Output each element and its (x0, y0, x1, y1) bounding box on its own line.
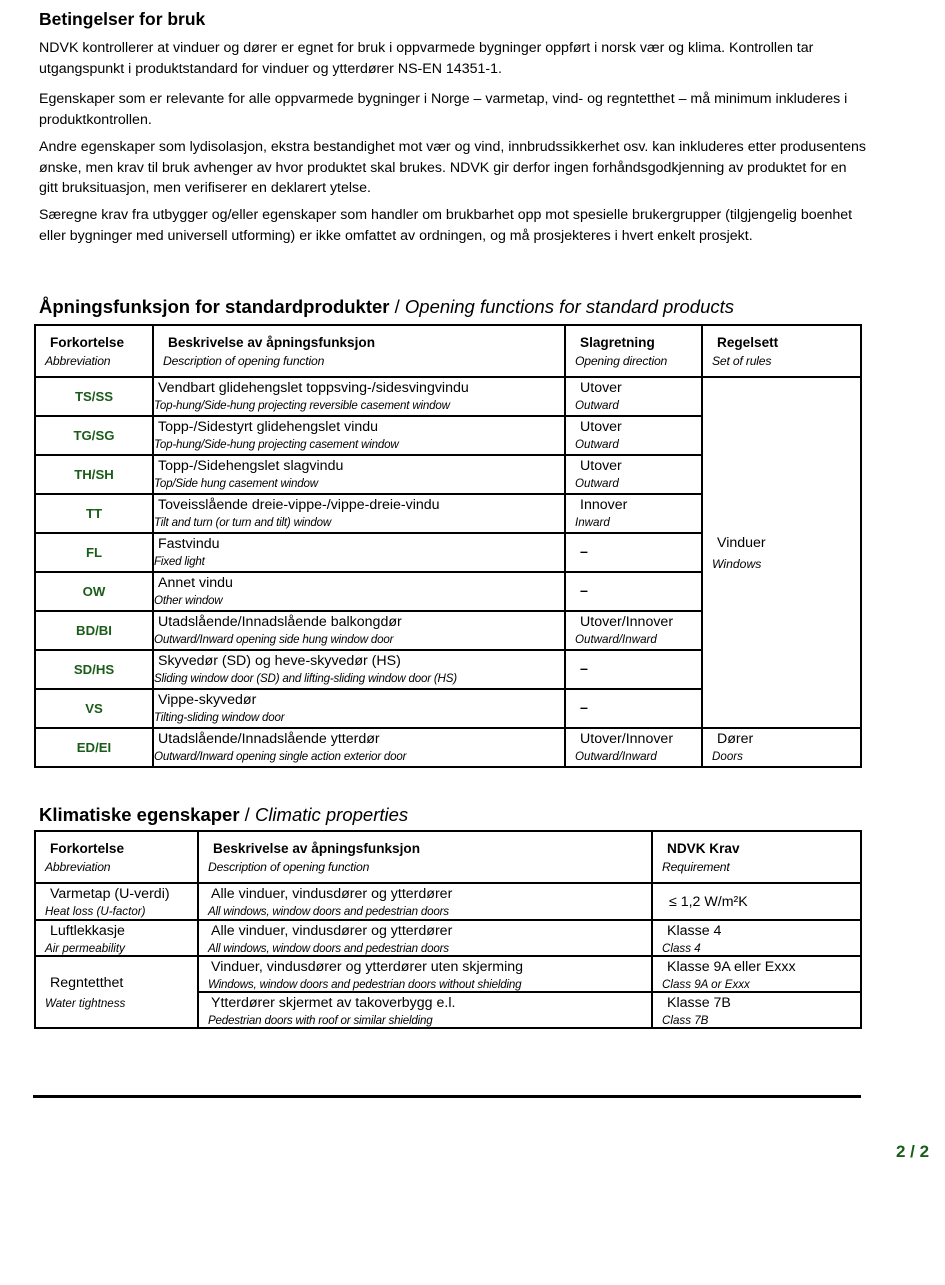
footer-divider (33, 1095, 861, 1098)
opening-functions-table (34, 324, 862, 768)
page-number: 2 / 2 (896, 1142, 930, 1161)
conditions-paragraph-2: Egenskaper som er relevante for alle oppvarmede bygninger i Norge – varmetap, vind- og regntetthet – må minimum inkluderes i produktkontrollen. (39, 91, 848, 128)
direction-cell: – (565, 572, 702, 611)
opening-functions-heading (39, 296, 734, 318)
direction-cell: – (565, 533, 702, 572)
direction-cell: Innover Inward (565, 494, 702, 533)
table-row (35, 377, 861, 416)
climatic-title-no: Klimatiske egenskaper (39, 804, 240, 825)
direction-cell: Utover/Innover Outward/Inward (565, 728, 702, 767)
abbreviation-cell: TG/SG (35, 416, 153, 455)
direction-cell: Utover Outward (565, 377, 702, 416)
requirement-cell: Klasse 7B Class 7B (652, 992, 861, 1028)
climatic-title-separator: / (239, 804, 255, 825)
abbreviation-cell: OW (35, 572, 153, 611)
description-cell: Vinduer, vindusdører og ytterdører uten skjerming Windows, window doors and pedestrian doors without shielding (198, 956, 652, 992)
description-cell: Alle vinduer, vindusdører og ytterdører All windows, window doors and pedestrian doors (198, 920, 652, 956)
conditions-paragraph-3: Andre egenskaper som lydisolasjon, ekstra bestandighet mot vær og vind, innbrudssikkerhet osv. kan inkluderes etter produsentens ønske, men krav til bruk avhenger av hvor produktet skal brukes. NDVK gir derfor ingen forhåndsgodkjenning av produktet for en gitt bruksituasjon, men verifiserer en deklarert ytelse. (39, 139, 867, 196)
opening-title-en: Opening functions for standard products (404, 296, 734, 317)
abbreviation-cell: TH/SH (35, 455, 153, 494)
rules-windows-cell: Vinduer Windows (702, 377, 861, 728)
climatic-properties-heading (39, 804, 408, 826)
direction-cell: – (565, 650, 702, 689)
conditions-paragraph-1: NDVK kontrollerer at vinduer og dører er egnet for bruk i oppvarmede bygninger oppført i norsk vær og klima. Kontrollen tar utgangspunkt i produktstandard for vinduer og ytterdører NS-EN 14351-1. (39, 40, 814, 77)
header-abbreviation: Forkortelse Abbreviation (35, 831, 198, 883)
direction-cell: Utover Outward (565, 416, 702, 455)
climatic-properties-table (34, 830, 862, 1029)
conditions-paragraph-4: Særegne krav fra utbygger og/eller egenskaper som handler om brukbarhet opp mot spesielle brukergrupper (tilgjengelig boenhet eller bygninger med universell utforming) er ikke omfattet av ordningen, og må prosjekteres i hvert enkelt prosjekt. (39, 207, 853, 244)
table-row (35, 920, 861, 956)
description-cell: Topp-/Sidehengslet slagvindu Top/Side hung casement window (153, 455, 565, 494)
rules-doors-cell: Dører Doors (702, 728, 861, 767)
abbreviation-cell: BD/BI (35, 611, 153, 650)
abbreviation-cell: ED/EI (35, 728, 153, 767)
header-description: Beskrivelse av åpningsfunksjon Description of opening function (198, 831, 652, 883)
description-cell: Ytterdører skjermet av takoverbygg e.l. Pedestrian doors with roof or similar shielding (198, 992, 652, 1028)
description-cell: Vippe-skyvedør Tilting-sliding window door (153, 689, 565, 728)
direction-cell: – (565, 689, 702, 728)
property-cell: Varmetap (U-verdi) Heat loss (U-factor) (35, 883, 198, 920)
description-cell: Fastvindu Fixed light (153, 533, 565, 572)
requirement-cell: Klasse 9A eller Exxx Class 9A or Exxx (652, 956, 861, 992)
direction-cell: Utover/Innover Outward/Inward (565, 611, 702, 650)
property-cell: Luftlekkasje Air permeability (35, 920, 198, 956)
description-cell: Skyvedør (SD) og heve-skyvedør (HS) Sliding window door (SD) and lifting-sliding window door (HS) (153, 650, 565, 689)
property-cell: Regntetthet Water tightness (35, 956, 198, 1028)
header-rules: Regelsett Set of rules (702, 325, 861, 377)
description-cell: Alle vinduer, vindusdører og ytterdører All windows, window doors and pedestrian doors (198, 883, 652, 920)
table-header-row (35, 831, 861, 883)
climatic-title-en: Climatic properties (254, 804, 409, 825)
description-cell: Vendbart glidehengslet toppsving-/sidesvingvindu Top-hung/Side-hung projecting reversible casement window (153, 377, 565, 416)
opening-title-no: Åpningsfunksjon for standardprodukter (39, 296, 390, 317)
description-cell: Topp-/Sidestyrt glidehengslet vindu Top-hung/Side-hung projecting casement window (153, 416, 565, 455)
requirement-cell: ≤ 1,2 W/m²K (652, 883, 861, 920)
header-abbreviation: Forkortelse Abbreviation (35, 325, 153, 377)
conditions-heading: Betingelser for bruk (39, 9, 206, 29)
table-header-row (35, 325, 861, 377)
abbreviation-cell: TS/SS (35, 377, 153, 416)
abbreviation-cell: SD/HS (35, 650, 153, 689)
abbreviation-cell: TT (35, 494, 153, 533)
header-direction: Slagretning Opening direction (565, 325, 702, 377)
requirement-cell: Klasse 4 Class 4 (652, 920, 861, 956)
description-cell: Toveisslående dreie-vippe-/vippe-dreie-vindu Tilt and turn (or turn and tilt) window (153, 494, 565, 533)
table-row (35, 883, 861, 920)
abbreviation-cell: FL (35, 533, 153, 572)
abbreviation-cell: VS (35, 689, 153, 728)
table-row (35, 956, 861, 992)
description-cell: Utadslående/Innadslående balkongdør Outward/Inward opening side hung window door (153, 611, 565, 650)
opening-title-separator: / (389, 296, 405, 317)
table-row (35, 728, 861, 767)
header-description: Beskrivelse av åpningsfunksjon Description of opening function (153, 325, 565, 377)
description-cell: Annet vindu Other window (153, 572, 565, 611)
header-requirement: NDVK Krav Requirement (652, 831, 861, 883)
description-cell: Utadslående/Innadslående ytterdør Outward/Inward opening single action exterior door (153, 728, 565, 767)
direction-cell: Utover Outward (565, 455, 702, 494)
